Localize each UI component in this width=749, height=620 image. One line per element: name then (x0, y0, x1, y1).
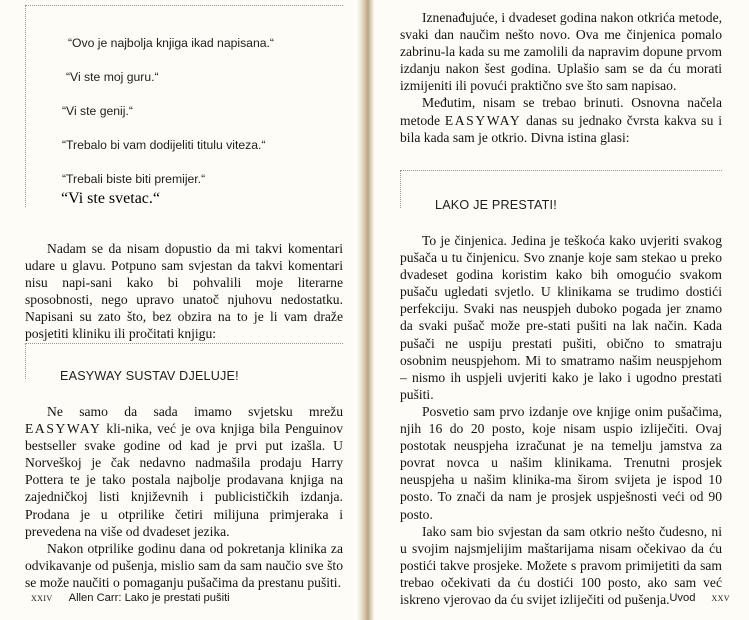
left-page (0, 0, 362, 620)
left-text-column (25, 0, 343, 620)
easy-to-quit-callout-box (400, 170, 722, 212)
right-text-column (400, 0, 722, 620)
right-page (374, 0, 749, 620)
paragraph-fact: To je činjenica. Jedina je teškoća kako uvjeriti svakog pušača u tu činjenicu. Svo znanje koje sam stekao u preko dvadeset godina koristim kako bih omogućio svakom pušaču ugledati svjetlo. U klinikama se trudimo dostići perfekciju. Svaki nas neuspjeh duboko pogada jer znamo da svaki pušač može pre-stati pušiti na lak način. Kada pušači ne uspiju prestati pušiti, obično to smatraju osobnim neuspjehom. Mi to smatramo našim neuspjehom – nismo ih uspjeli uvjeriti kako je lako i ugodno prestati pušiti. (400, 233, 722, 402)
right-folio: xxv (711, 592, 730, 604)
right-page-footer (669, 592, 730, 604)
left-page-footer (31, 592, 230, 604)
paragraph-network-pre: Ne samo da sada imamo svjetsku mrežu (47, 404, 343, 419)
easyway-works-callout-box (25, 343, 343, 383)
paragraph-however-pre: Međutim, nisam se trebao brinuti. Osnovna načela metode (400, 95, 722, 128)
paragraph-however-post: danas su jednako čvrsta kakva su i bila kada sam je otkrio. Divna istina glasi: (400, 112, 722, 145)
paragraph-however (400, 94, 722, 145)
paragraph-network (25, 403, 343, 540)
testimonial-quote: “Trebali biste biti premijer.“ (62, 172, 206, 186)
testimonial-quote: “Trebalo bi vam dodijeliti titulu viteza.“ (62, 138, 266, 152)
testimonial-quote: “Vi ste genij.“ (62, 104, 133, 118)
paragraph-clinics: Nakon otprilike godinu dana od pokretanja klinika za odvikavanje od pušenja, mislio sam da sam naučio sve što se može naučiti o pomaganju pušačima da prestanu pušiti. (25, 540, 343, 590)
left-folio: xxiv (31, 592, 53, 604)
easy-to-quit-heading: LAKO JE PRESTATI! (435, 198, 557, 212)
paragraph-dedication: Posvetio sam prvo izdanje ove knjige onim pušačima, njih 16 do 20 posto, koje nisam uspio izliječiti. Ovaj postotak neuspjeha izračunat je na temelju jamstva za povrat novca u našim klinikama. Trenutni prosjek neuspjeha u našim klinika-ma širom svijeta je ispod 10 posto. To znači da nam je prosjek uspješnosti veći od 90 posto. (400, 403, 722, 522)
paragraph-block-comments (25, 240, 343, 343)
paragraph-surprise: Iznenađujuće, i dvadeset godina nakon otkrića metode, svaki dan naučim nešto novo. Ova me činjenica pomalo zabrinu-la kada su me zamolili da napravim dopune prvom izdanju nakon šest godina. Uplašio sam se da ću morati izmijeniti ili povući praktično sve što sam napisao. (400, 10, 722, 94)
paragraph-block-surprise (400, 9, 722, 146)
paragraph-block-main (400, 232, 722, 608)
left-running-title: Allen Carr: Lako je prestati pušiti (68, 592, 230, 604)
paragraph-aware: Iako sam bio svjestan da sam otkrio nešto čudesno, ni u svojim najsmjelijim maštarijama nisam očekivao da ću postići takve prosjeke. Možete s pravom primijetiti da sam trebao očekivati da ću dostići 100 posto, ako sam već iskreno vjerovao da ću svijet izliječiti od pušenja. (400, 523, 722, 607)
easyway-wordmark: EASYWAY (444, 112, 522, 128)
right-running-title: Uvod (669, 592, 696, 604)
paragraph-network-post: kli-nika, već je ova knjiga bila Penguinov bestseller svake godine od kad je prvi put izašla. U Norveškoj je čak nedavno nadmašila prodaju Harry Pottera te je tako postala najbolje prodavana knjiga na zajedničkoj listi književnih i publicističkih izdanja. Prodana je u otprilike četiri milijuna primjeraka i prevedena na više od dvadeset jezika. (25, 421, 343, 539)
paragraph-block-network (25, 403, 343, 591)
testimonials-callout-box (25, 5, 343, 207)
testimonial-quote-last: “Vi ste svetac.“ (61, 190, 160, 207)
testimonial-quote: “Ovo je najbolja knjiga ikad napisana.“ (68, 36, 274, 50)
paragraph-comments: Nadam se da nisam dopustio da mi takvi komentari udare u glavu. Potpuno sam svjestan da takvi komentari nisu napi-sani kako bi pohvalili moje literarne sposobnosti, nego upravo unatoč njuhovu nedostatku. Napisani su zato što, bez obzira na to je li vam draže posjetiti kliniku ili pročitati knjigu: (25, 241, 343, 342)
testimonial-quote: “Vi ste moj guru.“ (66, 70, 159, 84)
easyway-wordmark: EASYWAY (25, 421, 102, 437)
easyway-works-heading: EASYWAY SUSTAV DJELUJE! (60, 369, 239, 383)
